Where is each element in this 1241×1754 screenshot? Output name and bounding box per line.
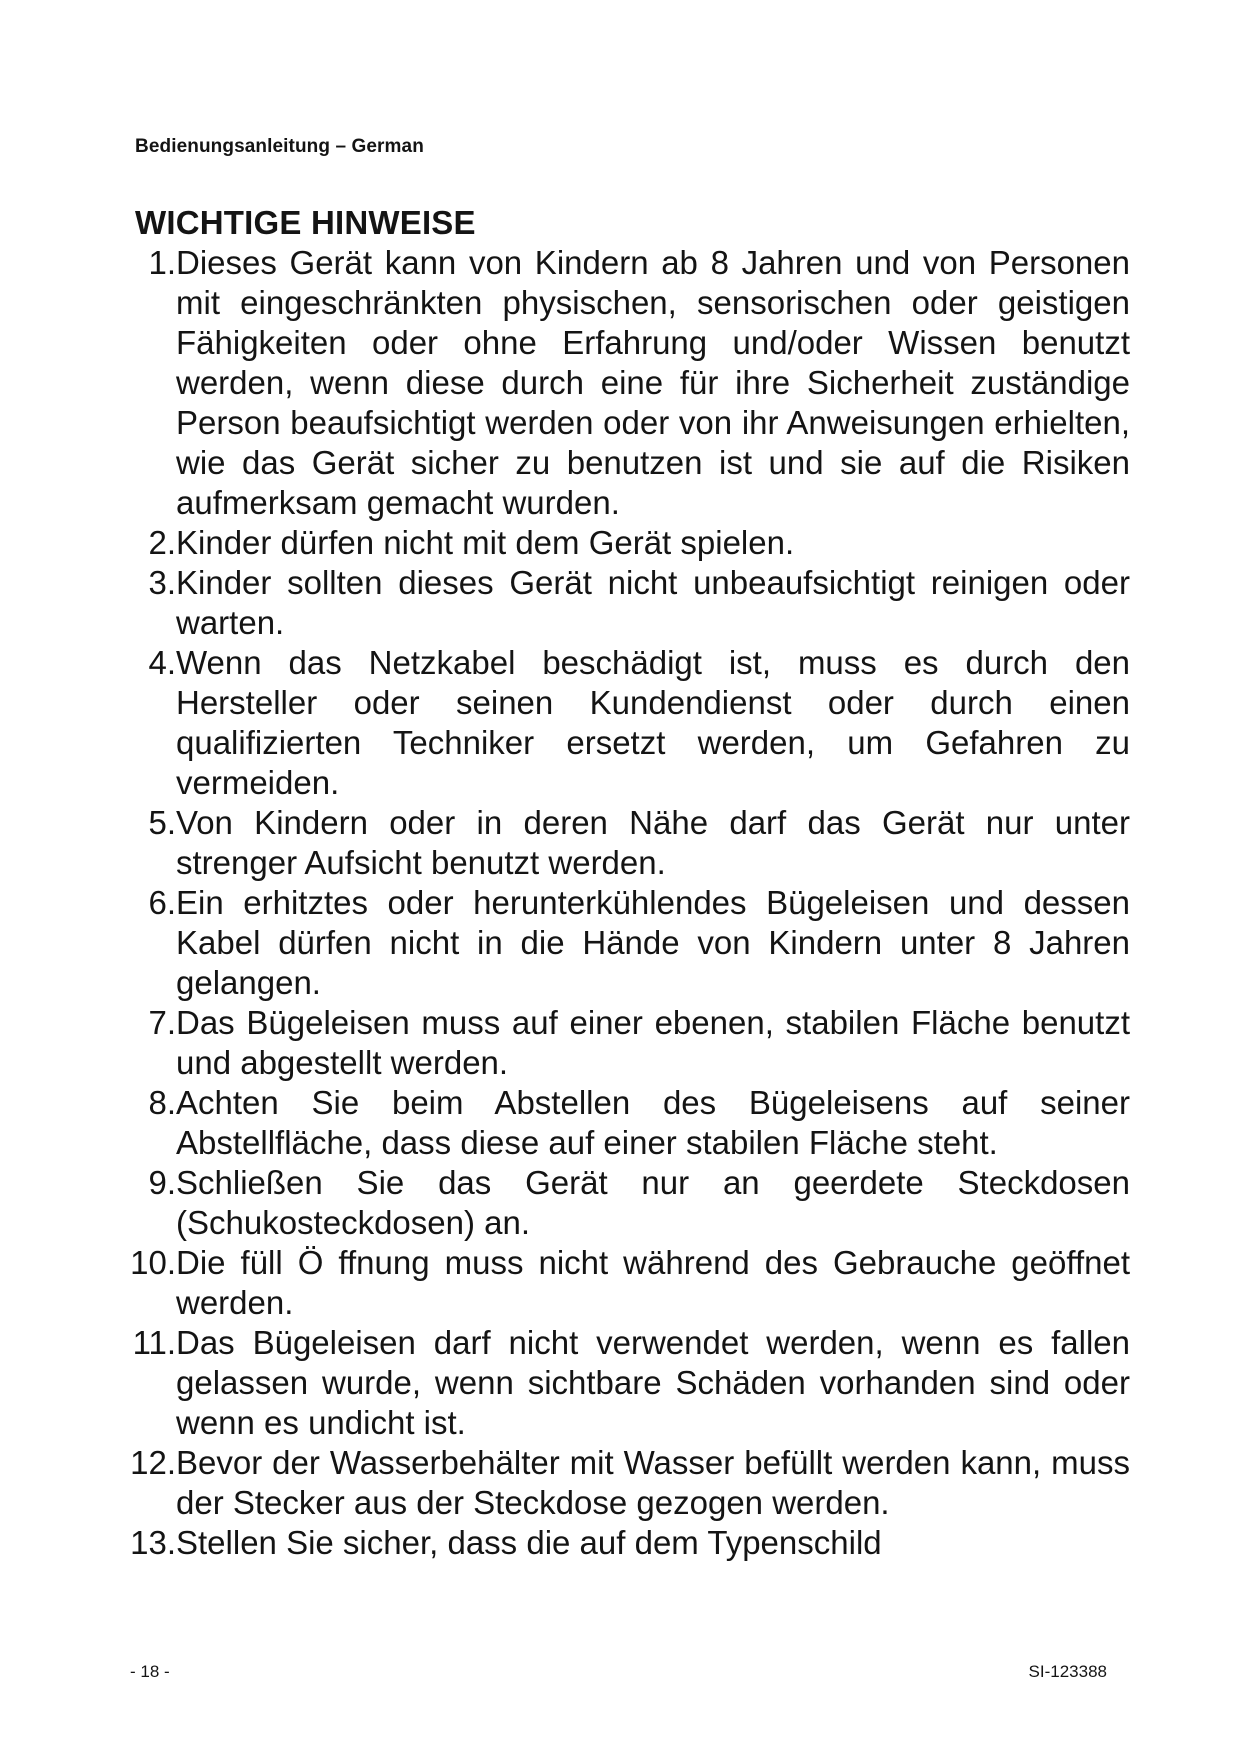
item-number: 6. bbox=[148, 884, 176, 921]
footer-page-number: - 18 - bbox=[130, 1662, 170, 1681]
list-item bbox=[100, 523, 1130, 563]
item-number: 3. bbox=[148, 564, 176, 601]
item-text: Kinder sollten dieses Gerät nicht unbeaufsichtigt reinigen oder warten. bbox=[176, 564, 1130, 641]
list-item bbox=[100, 1083, 1130, 1163]
list-item bbox=[100, 803, 1130, 883]
item-number: 13. bbox=[130, 1524, 176, 1561]
item-text: Wenn das Netzkabel beschädigt ist, muss es durch den Hersteller oder seinen Kundendienst oder durch einen qualifizierten Techniker ersetzt werden, um Gefahren zu vermeiden. bbox=[176, 644, 1130, 801]
item-text: Die füll Ö ffnung muss nicht während des Gebrauche geöffnet werden. bbox=[176, 1244, 1130, 1321]
list-item bbox=[100, 1523, 1130, 1563]
item-text: Von Kindern oder in deren Nähe darf das Gerät nur unter strenger Aufsicht benutzt werden. bbox=[176, 804, 1130, 881]
item-text: Bevor der Wasserbehälter mit Wasser befüllt werden kann, muss der Stecker aus der Steckdose gezogen werden. bbox=[176, 1444, 1130, 1521]
item-number: 4. bbox=[148, 644, 176, 681]
item-text: Dieses Gerät kann von Kindern ab 8 Jahren und von Personen mit eingeschränkten physischen, sensorischen oder geistigen Fähigkeiten oder ohne Erfahrung und/oder Wissen benutzt werden, wenn diese durch eine für ihre Sicherheit zuständige Person beaufsichtigt werden oder von ihr Anweisungen erhielten, wie das Gerät sicher zu benutzen ist und sie auf die Risiken aufmerksam gemacht wurden. bbox=[176, 244, 1130, 521]
item-number: 7. bbox=[148, 1004, 176, 1041]
document-header-label: Bedienungsanleitung – German bbox=[135, 136, 424, 157]
item-text: Das Bügeleisen darf nicht verwendet werden, wenn es fallen gelassen wurde, wenn sichtbare Schäden vorhanden sind oder wenn es undicht ist. bbox=[176, 1324, 1130, 1441]
list-item bbox=[100, 1163, 1130, 1243]
footer-document-reference: SI-123388 bbox=[1028, 1662, 1107, 1681]
section-title: WICHTIGE HINWEISE bbox=[135, 204, 476, 241]
item-number: 12. bbox=[130, 1444, 176, 1481]
list-item bbox=[100, 1003, 1130, 1083]
item-text: Kinder dürfen nicht mit dem Gerät spielen. bbox=[176, 524, 795, 561]
item-number: 9. bbox=[148, 1164, 176, 1201]
list-item bbox=[100, 643, 1130, 803]
item-text: Schließen Sie das Gerät nur an geerdete Steckdosen (Schukosteckdosen) an. bbox=[176, 1164, 1130, 1241]
list-item bbox=[100, 563, 1130, 643]
list-item bbox=[100, 883, 1130, 1003]
item-text: Das Bügeleisen muss auf einer ebenen, stabilen Fläche benutzt und abgestellt werden. bbox=[176, 1004, 1130, 1081]
list-item bbox=[100, 1323, 1130, 1443]
item-number: 11. bbox=[132, 1324, 176, 1361]
list-item bbox=[100, 1443, 1130, 1523]
item-number: 1. bbox=[148, 244, 176, 281]
item-number: 5. bbox=[148, 804, 176, 841]
item-number: 10. bbox=[130, 1244, 176, 1281]
item-text: Stellen Sie sicher, dass die auf dem Typenschild bbox=[176, 1524, 882, 1561]
list-item bbox=[100, 1243, 1130, 1323]
list-item bbox=[100, 243, 1130, 523]
safety-instructions-list bbox=[100, 243, 1130, 1563]
item-number: 2. bbox=[148, 524, 176, 561]
item-number: 8. bbox=[148, 1084, 176, 1121]
item-text: Achten Sie beim Abstellen des Bügeleisens auf seiner Abstellfläche, dass diese auf einer stabilen Fläche steht. bbox=[176, 1084, 1130, 1161]
item-text: Ein erhitztes oder herunterkühlendes Bügeleisen und dessen Kabel dürfen nicht in die Hände von Kindern unter 8 Jahren gelangen. bbox=[176, 884, 1130, 1001]
